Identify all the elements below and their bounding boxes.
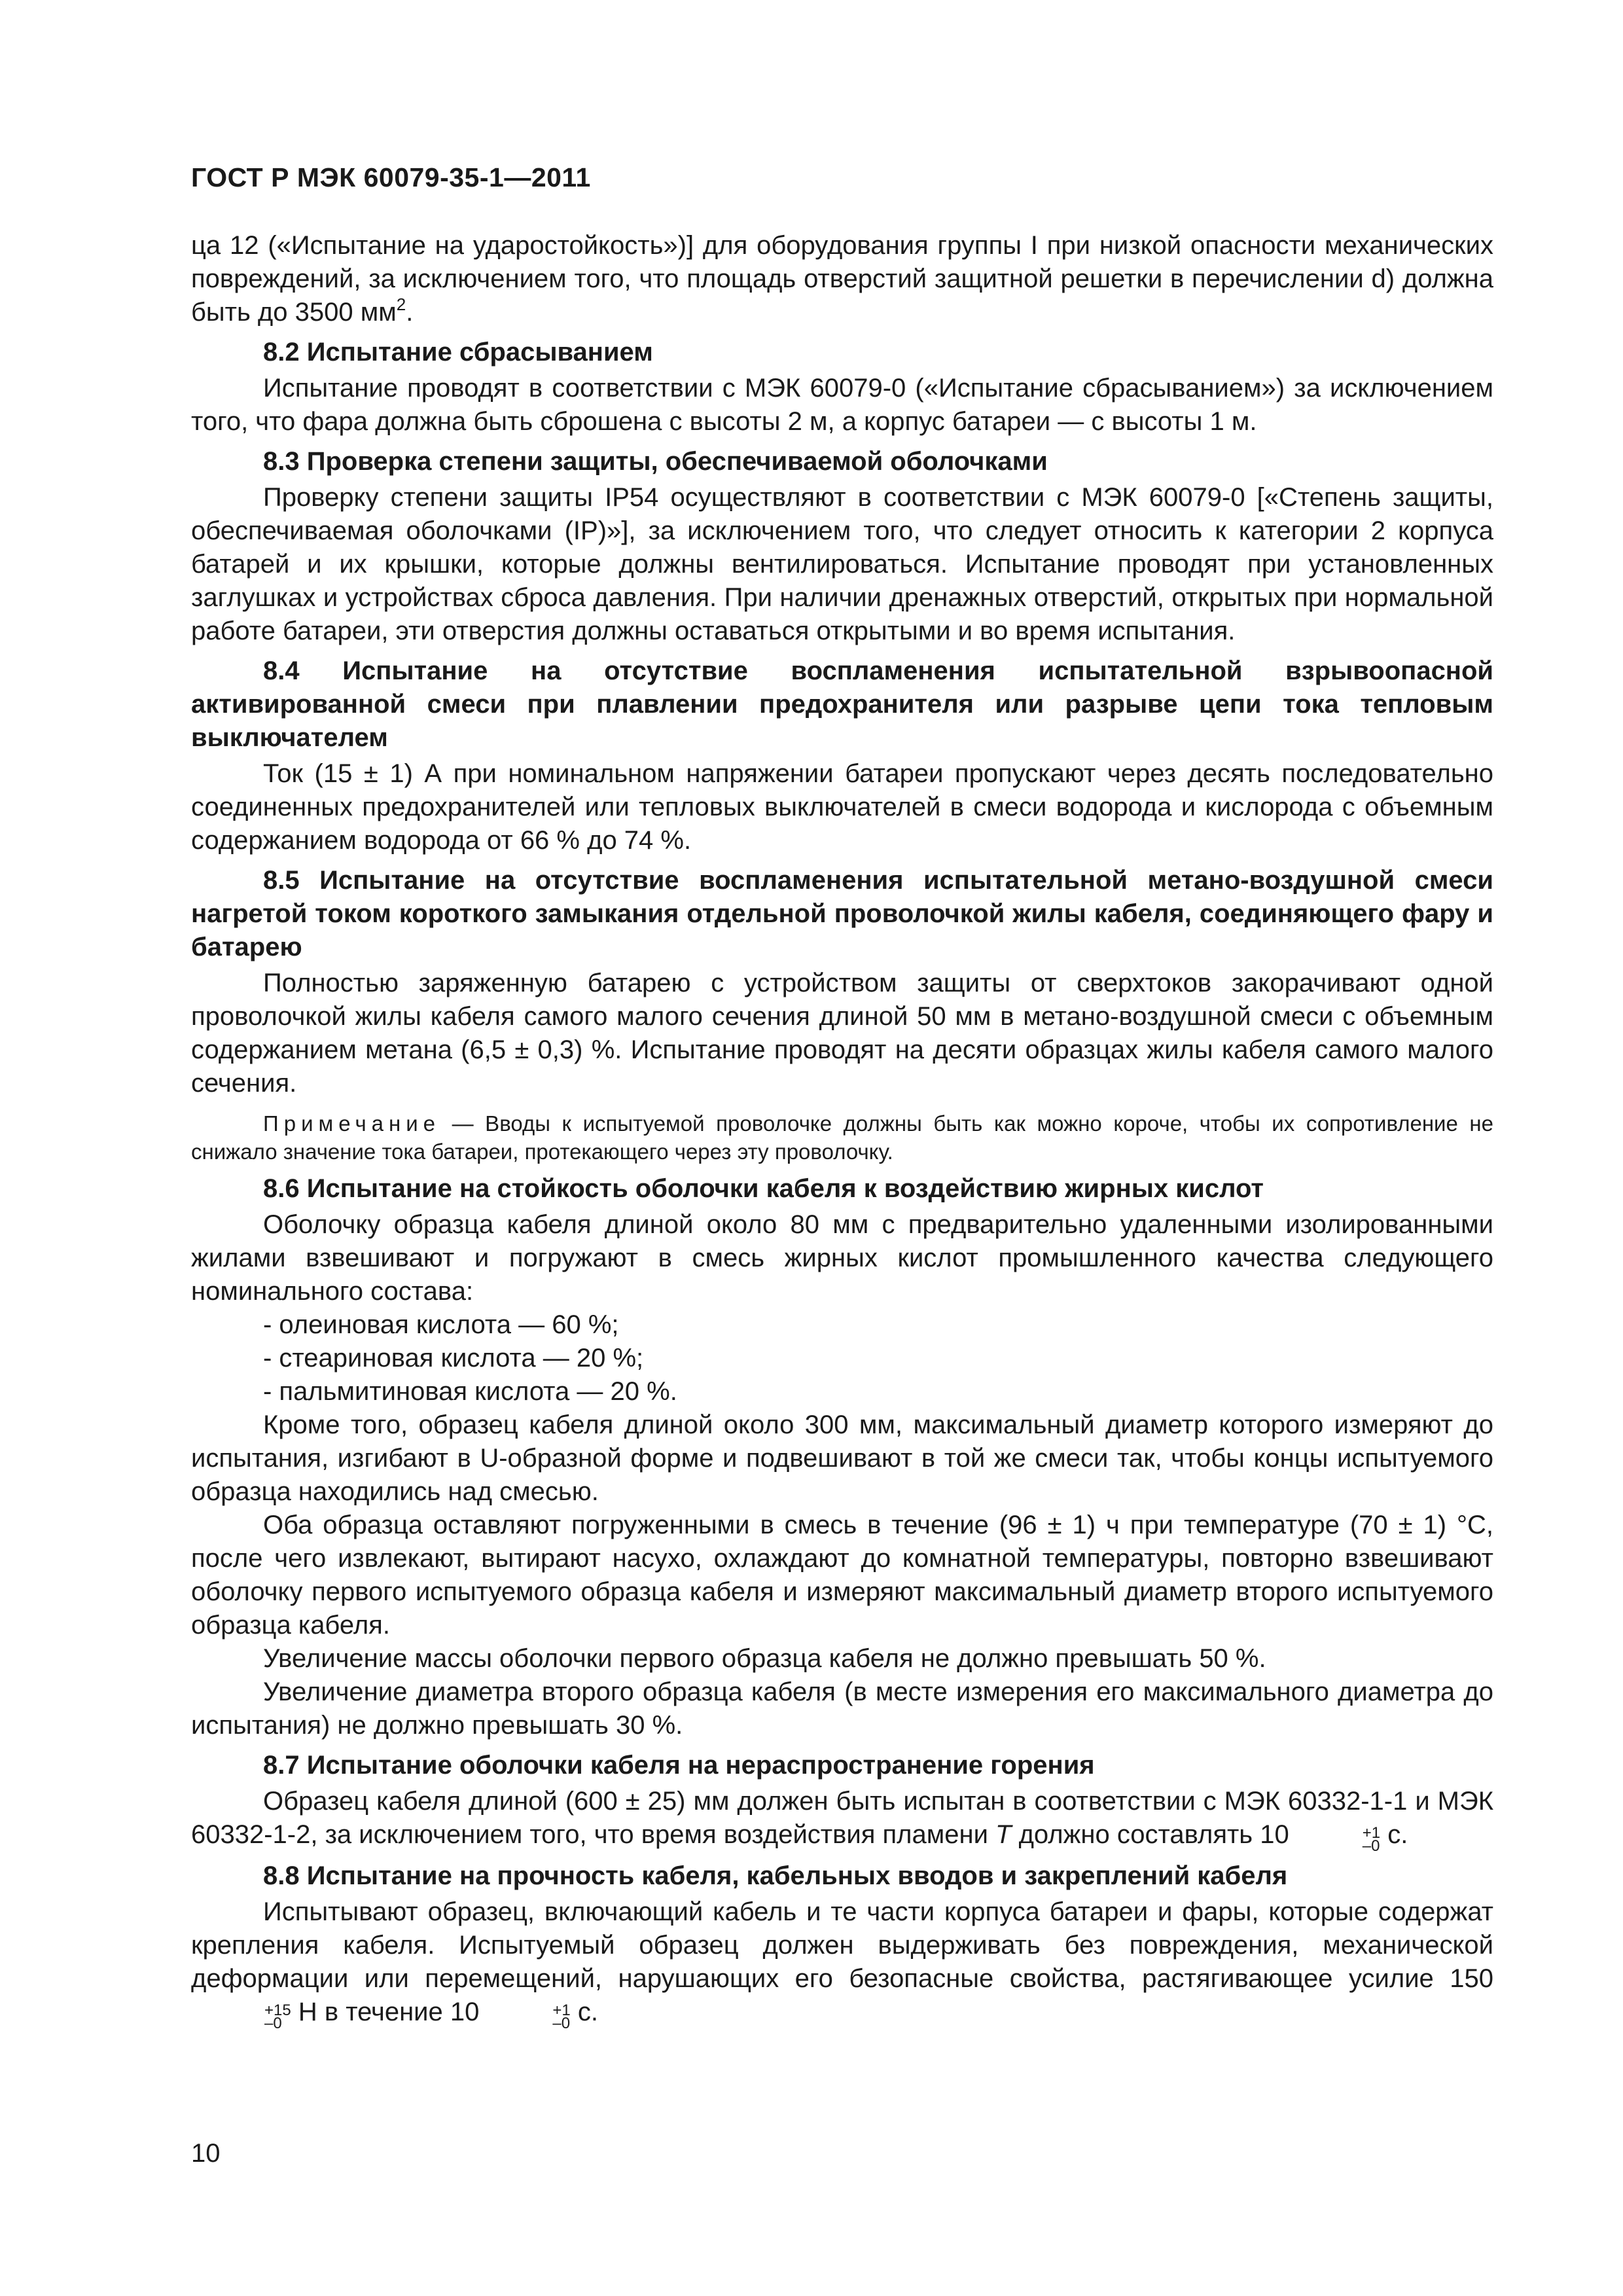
section-8-8-text: Испытывают образец, включающий кабель и те части корпуса батареи и фары, которые содержат крепления кабеля. Испытуемый образец должен выдерживать без повреждения, механической деформации или перемещений, нарушающих его безопасные свойства, растягивающее усилие 150 +15 –0 Н в течение 10 +1 –0 с.: [191, 1897, 1493, 2032]
section-8-6-text-1: Оболочку образца кабеля длиной около 80 мм с предварительно удаленными изолированными жилами взвешивают и погружают в смесь жирных кислот промышленного качества следующего номинального состава:: [191, 1210, 1493, 1306]
tolerance: +15 –0: [264, 2001, 291, 2032]
page-content: [191, 229, 1493, 2030]
section-8-2-heading: 8.2 Испытание сбрасыванием: [263, 338, 653, 367]
section-8-6-text-2: Кроме того, образец кабеля длиной около 300 мм, максимальный диаметр которого измеряют до испытания, изгибают в U-образной форме и подвешивают в той же смеси так, чтобы концы испытуемого образца находились над смесью.: [191, 1410, 1493, 1506]
section-8-7-heading: 8.7 Испытание оболочки кабеля на нераспространение горения: [263, 1751, 1095, 1780]
section-8-5-heading: 8.5 Испытание на отсутствие воспламенения испытательной метано-воздушной смеси нагретой током короткого замыкания отдельной проволочкой жилы кабеля, соединяющего фару и батарею: [191, 866, 1493, 961]
tolerance: +1 –0: [552, 2001, 571, 2032]
section-8-6-text-4: Увеличение массы оболочки первого образца кабеля не должно превышать 50 %.: [263, 1644, 1266, 1673]
page-number: 10: [191, 2139, 221, 2168]
note-label: Примечание: [263, 1111, 441, 1136]
section-8-4-text: Ток (15 ± 1) А при номинальном напряжении батареи пропускают через десять последовательно соединенных предохранителей или тепловых выключателей в смеси водорода и кислорода с объемным содержанием водорода от 66 % до 74 %.: [191, 759, 1493, 855]
section-8-4-heading: 8.4 Испытание на отсутствие воспламенения испытательной взрывоопасной активированной смеси при плавлении предохранителя или разрыве цепи тока тепловым выключателем: [191, 656, 1493, 752]
section-8-5-text: Полностью заряженную батарею с устройством защиты от сверхтоков закорачивают одной проволочкой жилы кабеля самого малого сечения длиной 50 мм в метано-воздушной смеси с объемным содержанием метана (6,5 ± 0,3) %. Испытание проводят на десяти образцах жилы кабеля самого малого сечения.: [191, 969, 1493, 1098]
tolerance: +1 –0: [1362, 1824, 1381, 1855]
section-8-8-heading: 8.8 Испытание на прочность кабеля, кабельных вводов и закреплений кабеля: [263, 1861, 1288, 1890]
note-text: — Вводы к испытуемой проволочке должны быть как можно короче, чтобы их сопротивление не снижало значение тока батареи, протекающего через эту проволочку.: [191, 1111, 1493, 1164]
list-item: - стеариновая кислота — 20 %;: [263, 1344, 644, 1372]
section-8-5-note: [191, 1109, 1493, 1166]
continued-paragraph: ца 12 («Испытание на ударостойкость»)] для оборудования группы I при низкой опасности механических повреждений, за исключением того, что площадь отверстий защитной решетки в перечислении d) должна быть до 3500 $мм^2$.: [191, 231, 1493, 327]
list-item: - олеиновая кислота — 60 %;: [263, 1310, 619, 1339]
document-header: ГОСТ Р МЭК 60079-35-1—2011: [191, 162, 591, 192]
section-8-7-text: Образец кабеля длиной (600 ± 25) мм должен быть испытан в соответствии с МЭК 60332-1-1 и МЭК 60332-1-2, за исключением того, что время воздействия пламени Т должно составлять 10 +1 –0 с.: [191, 1787, 1493, 1855]
section-8-2-text: Испытание проводят в соответствии с МЭК 60079-0 («Испытание сбрасыванием») за исключением того, что фара должна быть сброшена с высоты 2 м, а корпус батареи — с высоты 1 м.: [191, 374, 1493, 436]
section-8-3-text: Проверку степени защиты IP54 осуществляют в соответствии с МЭК 60079-0 [«Степень защиты, обеспечиваемая оболочками (IP)»], за исключением того, что следует относить к категории 2 корпуса батарей и их крышки, которые должны вентилироваться. Испытание проводят при установленных заглушках и устройствах сброса давления. При наличии дренажных отверстий, открытых при нормальной работе батареи, эти отверстия должны оставаться открытыми и во время испытания.: [191, 483, 1493, 645]
section-8-6-heading: 8.6 Испытание на стойкость оболочки кабеля к воздействию жирных кислот: [263, 1174, 1264, 1203]
section-8-6-text-3: Оба образца оставляют погруженными в смесь в течение (96 ± 1) ч при температуре (70 ± 1) °С, после чего извлекают, вытирают насухо, охлаждают до комнатной температуры, повторно взвешивают оболочку первого испытуемого образца кабеля и измеряют максимальный диаметр второго испытуемого образца кабеля.: [191, 1511, 1493, 1640]
list-item: - пальмитиновая кислота — 20 %.: [263, 1377, 677, 1406]
section-8-3-heading: 8.3 Проверка степени защиты, обеспечиваемой оболочками: [263, 447, 1048, 476]
section-8-6-text-5: Увеличение диаметра второго образца кабеля (в месте измерения его максимального диаметра до испытания) не должно превышать 30 %.: [191, 1677, 1493, 1740]
